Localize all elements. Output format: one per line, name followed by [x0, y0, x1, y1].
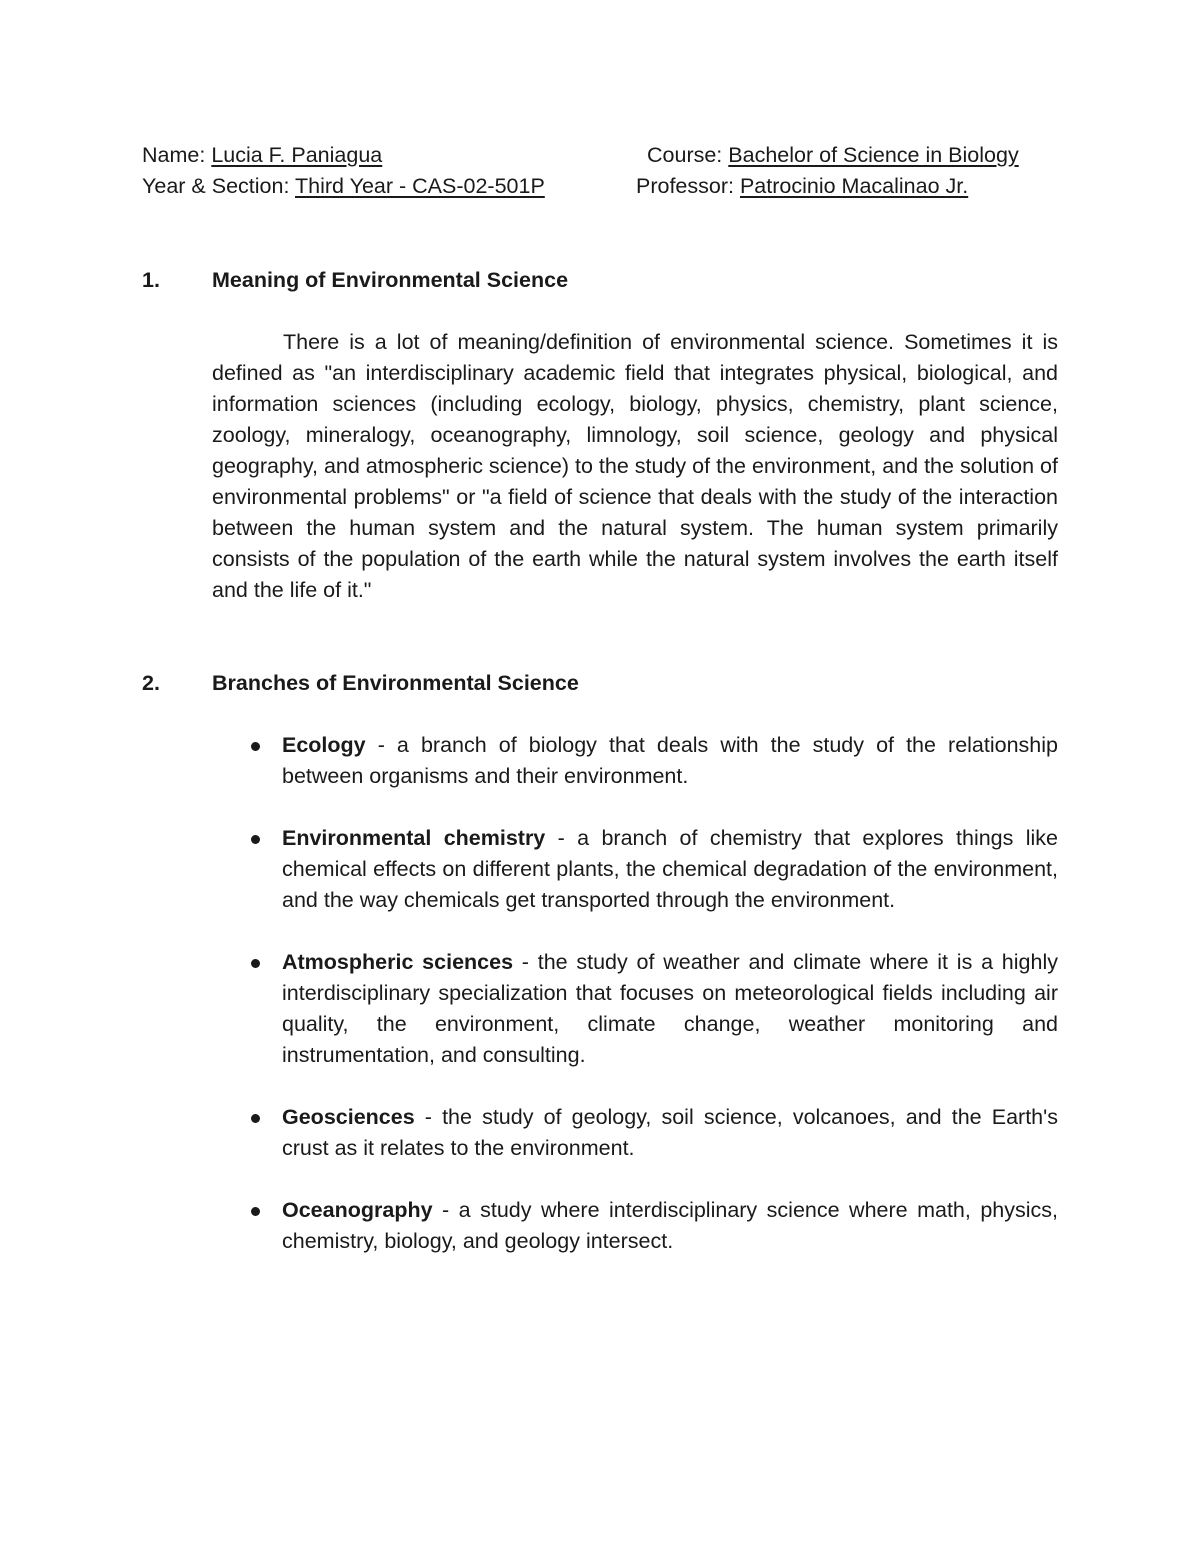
course-value: Bachelor of Science in Biology — [728, 143, 1019, 167]
bullet-icon — [251, 1114, 260, 1123]
professor-field — [636, 171, 968, 202]
section-1-paragraph: There is a lot of meaning/definition of environmental science. Sometimes it is defined as "an interdisciplinary academic field that integrates physical, biological, and information sciences (including ecology, biology, physics, chemistry, plant science, zoology, mineralogy, oceanography, limnology, soil science, geology and physical geography, and atmospheric science) to the study of the environment, and the solution of environmental problems" or "a field of science that deals with the study of the interaction between the human system and the natural system. The human system primarily consists of the population of the earth while the natural system involves the earth itself and the life of it." — [212, 330, 1058, 602]
name-field — [142, 140, 382, 171]
list-item — [250, 1102, 1058, 1164]
bullet-icon — [251, 835, 260, 844]
section-2-number: 2. — [142, 671, 160, 695]
branch-definition: - a branch of biology that deals with the study of the relationship between organisms and their environment. — [282, 733, 1058, 788]
year-section-value: Third Year - CAS-02-501P — [295, 174, 545, 198]
professor-label: Professor: — [636, 174, 734, 198]
list-item — [250, 823, 1058, 916]
branch-definition: - a study where interdisciplinary science where math, physics, chemistry, biology, and geology intersect. — [282, 1198, 1058, 1253]
section-2-title: Branches of Environmental Science — [212, 671, 579, 695]
branch-definition: - the study of geology, soil science, volcanoes, and the Earth's crust as it relates to the environment. — [282, 1105, 1058, 1160]
year-section-label: Year & Section: — [142, 174, 290, 198]
branches-list — [250, 730, 1058, 1288]
name-label: Name: — [142, 143, 206, 167]
list-item — [250, 947, 1058, 1071]
name-value: Lucia F. Paniagua — [211, 143, 383, 167]
branch-definition: - the study of weather and climate where it is a highly interdisciplinary specialization that focuses on meteorological fields including air quality, the environment, climate change, weather monitoring and instrumentation, and consulting. — [282, 950, 1058, 1067]
course-field — [647, 140, 1019, 171]
list-item — [250, 730, 1058, 792]
branch-definition: - a branch of chemistry that explores things like chemical effects on different plants, the chemical degradation of the environment, and the way chemicals get transported through the environment. — [282, 826, 1059, 912]
branch-term: Ecology — [282, 733, 366, 757]
branch-term: Geosciences — [282, 1105, 415, 1129]
course-label: Course: — [647, 143, 723, 167]
section-1-heading — [142, 265, 568, 296]
bullet-icon — [251, 1207, 260, 1216]
branch-term: Environmental chemistry — [282, 826, 546, 850]
section-1-title: Meaning of Environmental Science — [212, 268, 569, 292]
year-section-field — [142, 171, 545, 202]
branch-term: Atmospheric sciences — [282, 950, 514, 974]
bullet-icon — [251, 742, 260, 751]
list-item — [250, 1195, 1058, 1257]
professor-value: Patrocinio Macalinao Jr. — [739, 174, 969, 198]
section-1-number: 1. — [142, 268, 160, 292]
section-2-heading — [142, 668, 579, 699]
bullet-icon — [251, 959, 260, 968]
branch-term: Oceanography — [282, 1198, 433, 1222]
